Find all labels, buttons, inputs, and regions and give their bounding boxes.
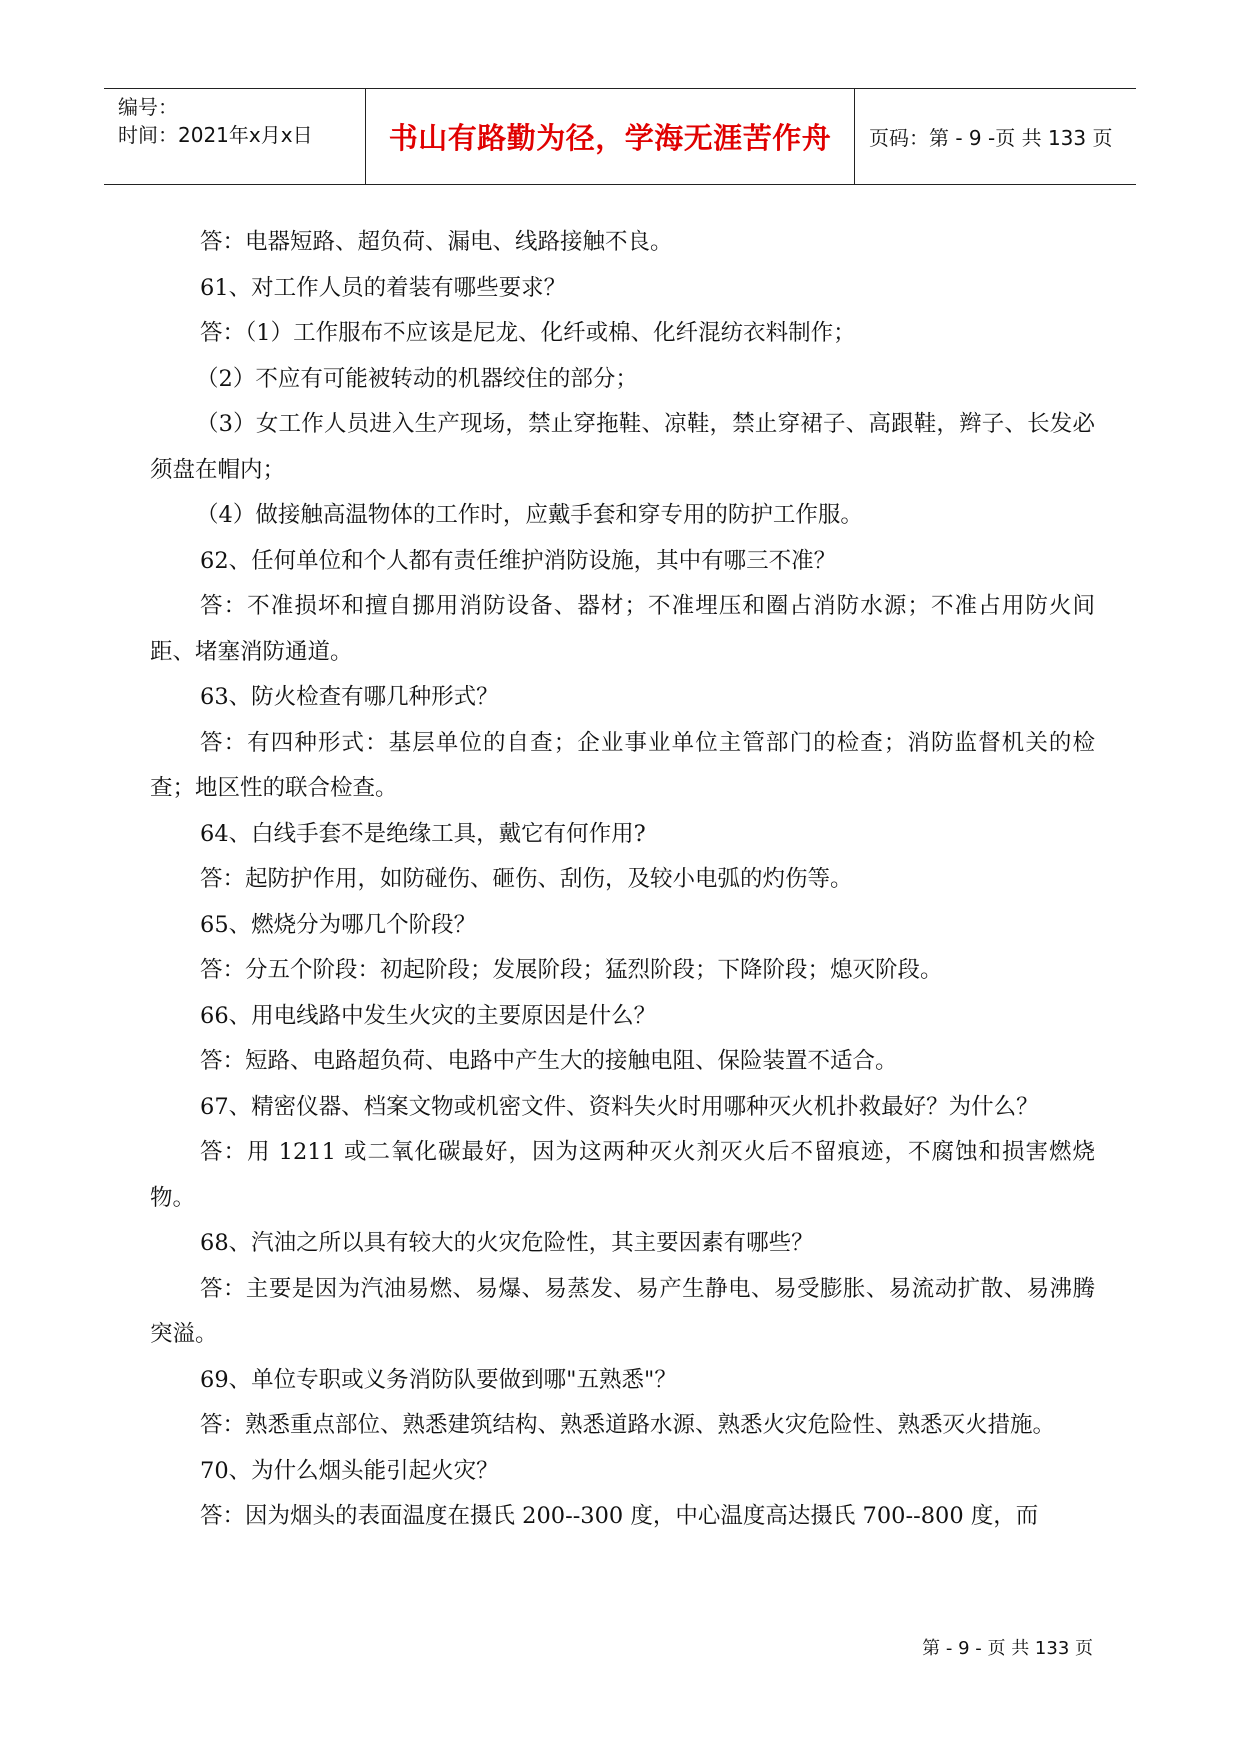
question: 66、用电线路中发生火灾的主要原因是什么？ xyxy=(200,1002,657,1029)
paragraph: 答：分五个阶段：初起阶段；发展阶段；猛烈阶段；下降阶段；熄灭阶段。 xyxy=(200,957,943,983)
paragraph: 答：因为烟头的表面温度在摄氏 200--300 度，中心温度高达摄氏 700--800 度，而 xyxy=(200,1503,1039,1529)
question: 69、单位专职或义务消防队要做到哪"五熟悉"？ xyxy=(200,1366,677,1393)
header-meta xyxy=(104,89,366,184)
question: 62、任何单位和个人都有责任维护消防设施，其中有哪三不准？ xyxy=(200,547,837,574)
paragraph: 答：主要是因为汽油易燃、易爆、易蒸发、易产生静电、易受膨胀、易流动扩散、易沸腾突溢。 xyxy=(150,1275,1095,1347)
time-label: 时间：2021年x月x日 xyxy=(118,123,313,147)
question: 64、白线手套不是绝缘工具，戴它有何作用? xyxy=(200,820,646,847)
question: 65、燃烧分为哪几个阶段？ xyxy=(200,911,477,938)
paragraph: （2）不应有可能被转动的机器绞住的部分； xyxy=(196,365,638,392)
paragraph: 答：（1）工作服布不应该是尼龙、化纤或棉、化纤混纺衣料制作； xyxy=(200,320,856,346)
question: 63、防火检查有哪几种形式？ xyxy=(200,684,499,710)
paragraph: （4）做接触高温物体的工作时，应戴手套和穿专用的防护工作服。 xyxy=(196,502,863,528)
header-page-info: 页码：第 - 9 -页 共 133 页 xyxy=(869,126,1113,150)
paragraph: 答：用 1211 或二氧化碳最好，因为这两种灭火剂灭火后不留痕迹，不腐蚀和损害燃烧物。 xyxy=(150,1139,1095,1211)
paragraph: 答：电器短路、超负荷、漏电、线路接触不良。 xyxy=(200,229,673,255)
paragraph: 答：熟悉重点部位、熟悉建筑结构、熟悉道路水源、熟悉火灾危险性、熟悉灭火措施。 xyxy=(200,1412,1056,1438)
question: 61、对工作人员的着装有哪些要求？ xyxy=(200,274,567,301)
page-footer: 第 - 9 - 页 共 133 页 xyxy=(922,1638,1093,1659)
document-body xyxy=(150,220,1095,1540)
question: 70、为什么烟头能引起火灾？ xyxy=(200,1457,499,1484)
number-label: 编号： xyxy=(118,95,178,119)
paragraph: 答：不准损坏和擅自挪用消防设备、器材；不准埋压和圈占消防水源；不准占用防火间距、堵塞消防通道。 xyxy=(150,593,1095,665)
paragraph: （3）女工作人员进入生产现场，禁止穿拖鞋、凉鞋，禁止穿裙子、高跟鞋，辫子、长发必须盘在帽内； xyxy=(150,411,1095,483)
question: 67、精密仪器、档案文物或机密文件、资料失火时用哪种灭火机扑救最好？为什么？ xyxy=(200,1093,1039,1120)
paragraph: 答：有四种形式：基层单位的自查；企业事业单位主管部门的检查；消防监督机关的检查；地区性的联合检查。 xyxy=(150,729,1095,801)
question: 68、汽油之所以具有较大的火灾危险性，其主要因素有哪些？ xyxy=(200,1230,814,1256)
paragraph: 答：起防护作用，如防碰伤、砸伤、刮伤，及较小电弧的灼伤等。 xyxy=(200,866,853,892)
page-header xyxy=(104,88,1136,185)
header-motto: 书山有路勤为径，学海无涯苦作舟 xyxy=(366,89,855,184)
paragraph: 答：短路、电路超负荷、电路中产生大的接触电阻、保险装置不适合。 xyxy=(200,1048,898,1074)
